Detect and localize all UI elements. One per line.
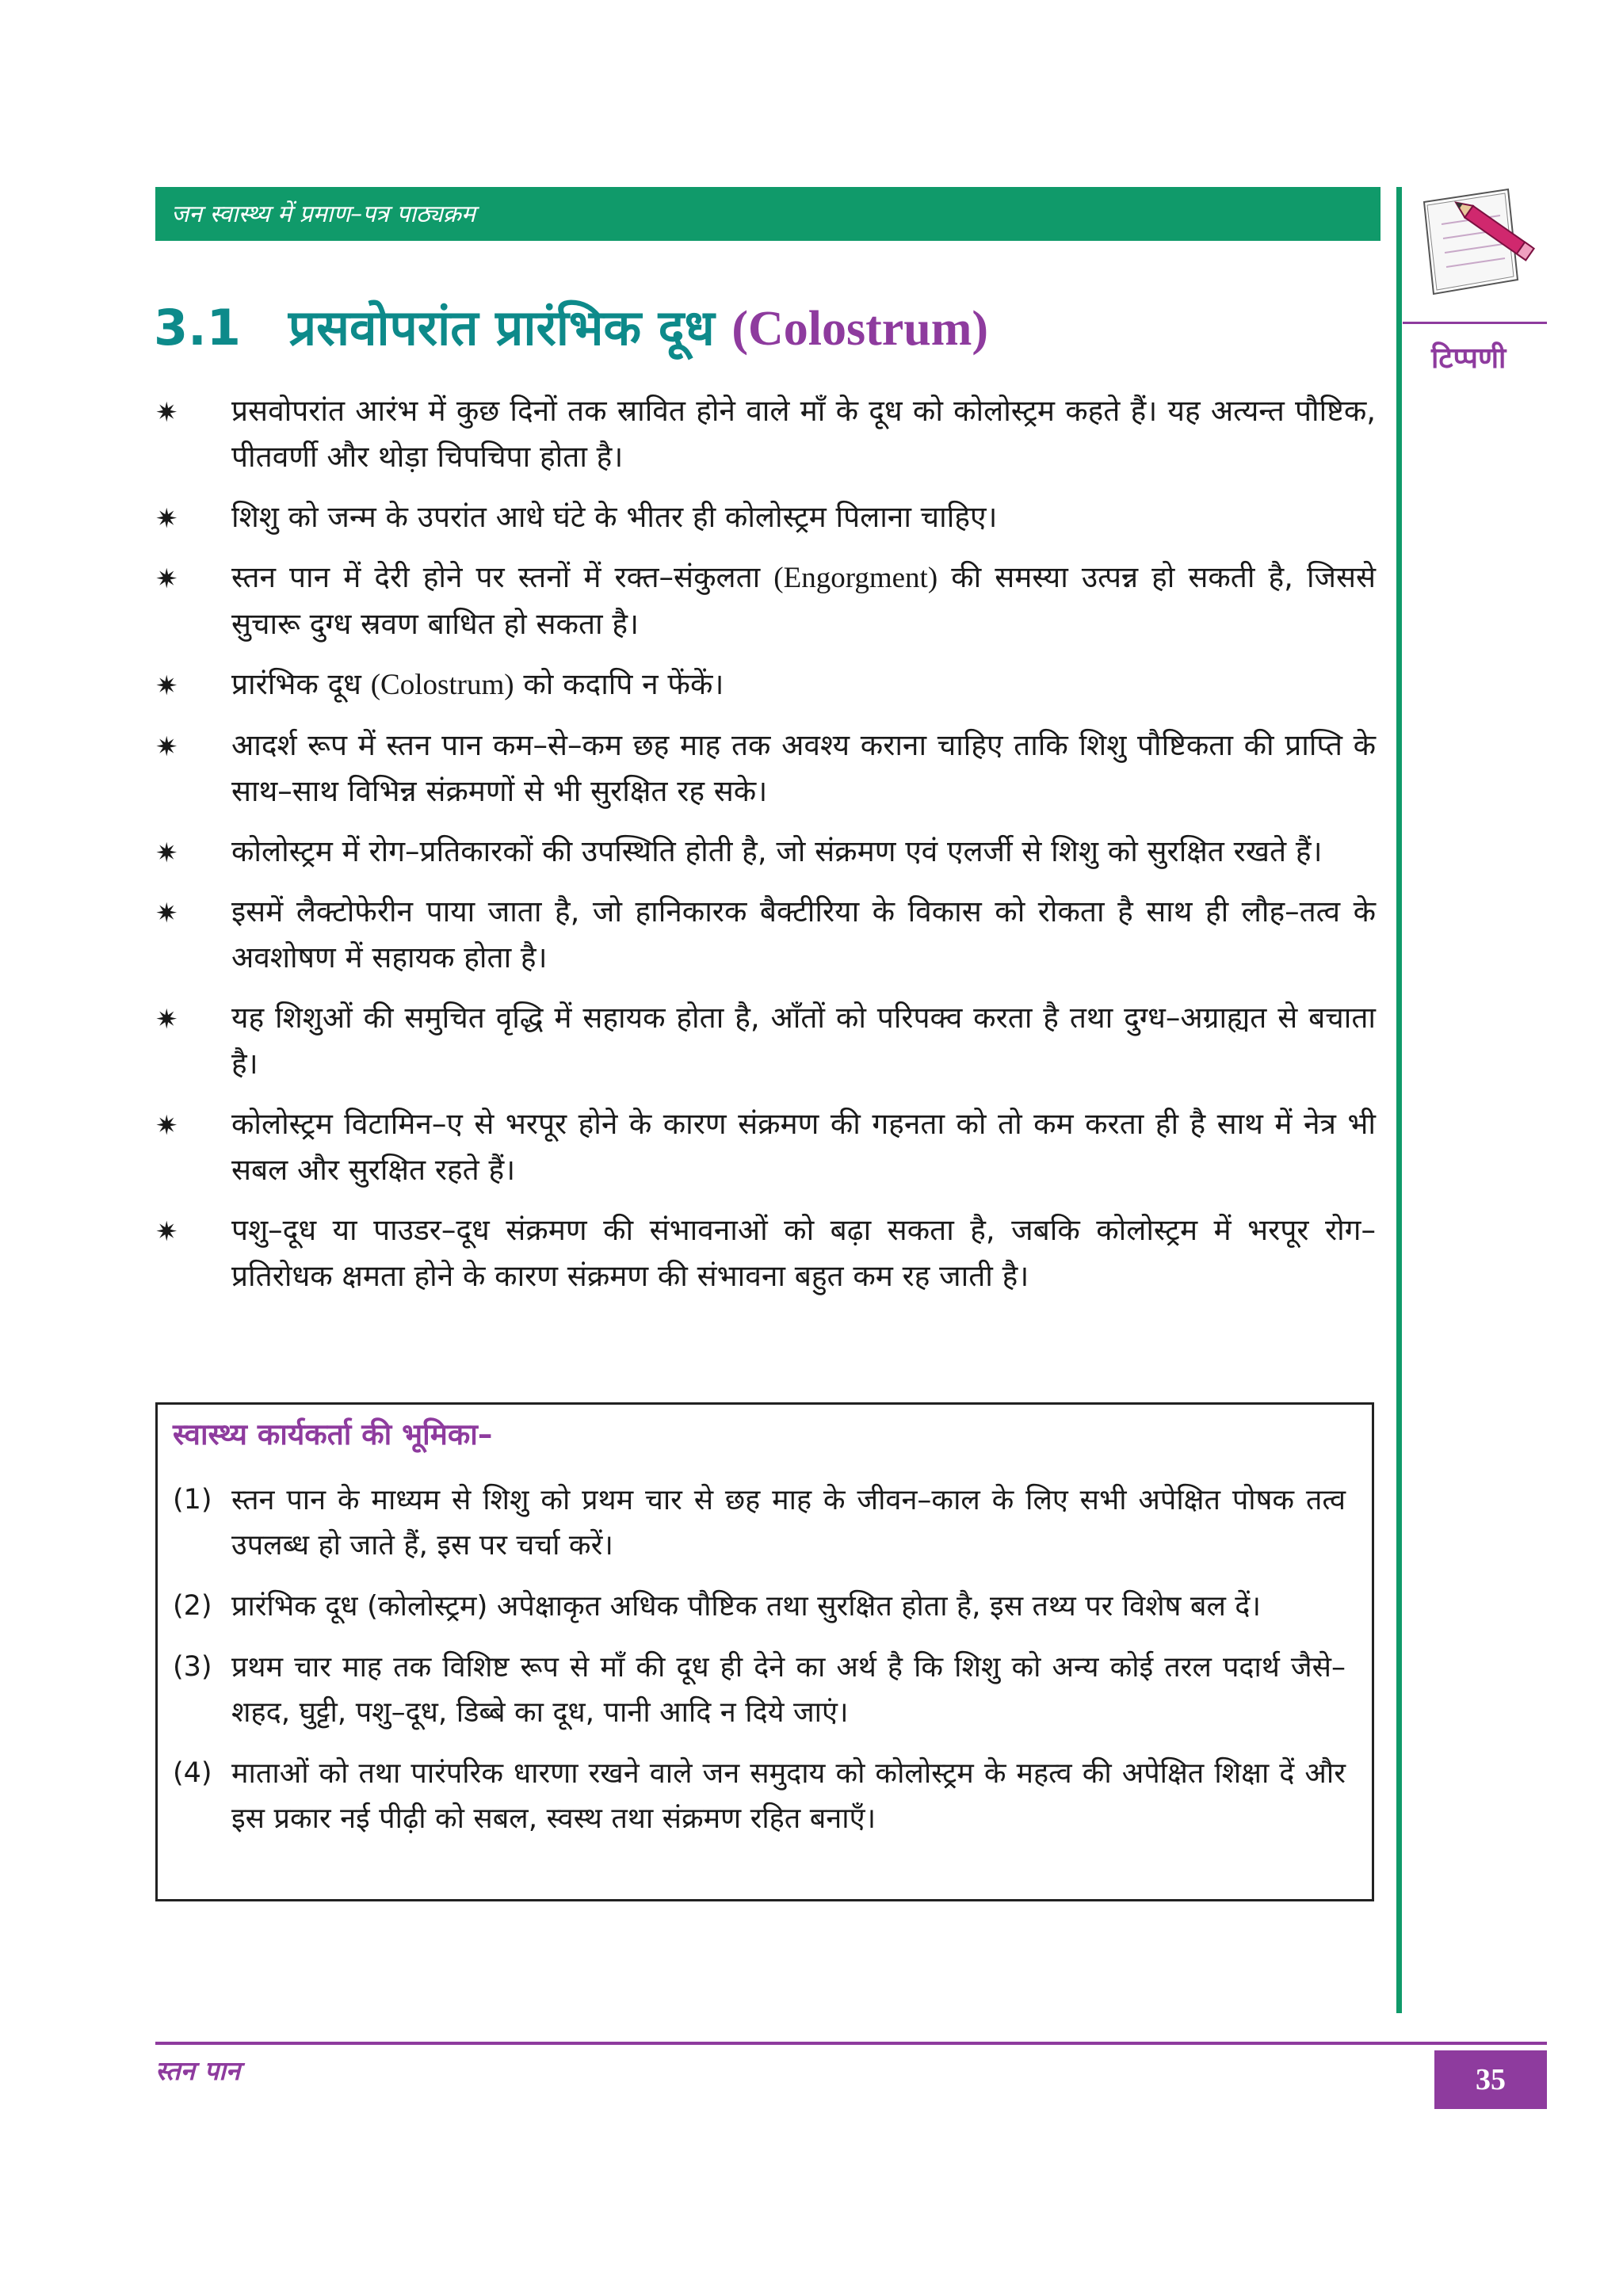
bullet-marker: ✷ [155,563,178,595]
section-title [154,293,988,360]
bullet-text: यह शिशुओं की समुचित वृद्धि में सहायक होता है, आँतों को परिपक्व करता है तथा दुग्ध–अग्राह्यत से बचाता है। [231,1001,1376,1081]
bullet-marker: ✷ [155,1004,178,1035]
list-item [155,662,1376,708]
bullet-text-post: को कदापि न फेंकें। [514,667,724,701]
item-text: स्तन पान के माध्यम से शिशु को प्रथम चार से छह माह के जीवन–काल के लिए सभी अपेक्षित पोषक तत्व उपलब्ध हो जाते हैं, इस पर चर्चा करें। [231,1484,1346,1562]
box-title: स्वास्थ्य कार्यकर्ता की भूमिका– [173,1417,493,1451]
bullet-text: कोलोस्ट्रम में रोग–प्रतिकारकों की उपस्थिति होती है, जो संक्रमण एवं एलर्जी से शिशु को सुरक्षित रखते हैं। [231,834,1323,868]
item-text: प्रारंभिक दूध (कोलोस्ट्रम) अपेक्षाकृत अधिक पौष्टिक तथा सुरक्षित होता है, इस तथ्य पर विशेष बल दें। [231,1590,1262,1623]
note-divider [1403,322,1547,324]
list-item [155,1101,1376,1193]
list-item [173,1584,1346,1629]
footer-rule [155,2042,1547,2045]
list-item [173,1751,1346,1841]
list-item [155,1207,1376,1299]
bullet-text: इसमें लैक्टोफेरीन पाया जाता है, जो हानिकारक बैक्टीरिया के विकास को रोकता है साथ ही लौह–तत्व के अवशोषण में सहायक होता है। [231,894,1376,974]
bullet-marker: ✷ [155,1216,178,1248]
item-text: माताओं को तथा पारंपरिक धारणा रखने वाले जन समुदाय को कोलोस्ट्रम के महत्व की अपेक्षित शिक्षा दें और इस प्रकार नई पीढ़ी को सबल, स्वस्थ तथा संक्रमण रहित बनाएँ। [231,1757,1346,1835]
list-item [155,494,1376,540]
list-item [155,829,1376,875]
list-item [155,388,1376,480]
bullet-text: कोलोस्ट्रम विटामिन–ए से भरपूर होने के कारण संक्रमण की गहनता को तो कम करता ही है साथ में नेत्र भी सबल और सुरक्षित रहते हैं। [231,1107,1376,1187]
list-item [155,723,1376,814]
bullet-text: प्रसवोपरांत आरंभ में कुछ दिनों तक स्रावित होने वाले माँ के दूध को कोलोस्ट्रम कहते हैं। यह अत्यन्त पौष्टिक, पीतवर्णी और थोड़ा चिपचिपा होता है। [231,394,1376,474]
list-item [155,995,1376,1087]
box-list [173,1478,1346,1857]
course-title: जन स्वास्थ्य में प्रमाण–पत्र पाठ्यक्रम [171,200,475,228]
item-number: (4) [173,1757,212,1789]
list-item [173,1645,1346,1735]
bullet-marker: ✷ [155,503,178,535]
section-number: 3.1 [154,299,241,357]
item-text: प्रथम चार माह तक विशिष्ट रूप से माँ की दूध ही देने का अर्थ है कि शिशु को अन्य कोई तरल पदार्थ जैसे–शहद, घुट्टी, पशु–दूध, डिब्बे का दूध, पानी आदि न दिये जाएं। [231,1651,1346,1729]
bullet-text: आदर्श रूप में स्तन पान कम–से–कम छह माह तक अवश्य कराना चाहिए ताकि शिशु पौष्टिकता की प्राप्ति के साथ–साथ विभिन्न संक्रमणों से भी सुरक्षित रह सके। [231,728,1376,808]
list-item [155,555,1376,647]
bullet-marker: ✷ [155,397,178,429]
notepad-pencil-icon [1407,178,1549,305]
bullet-list [155,388,1376,1314]
bullet-text-pre: प्रारंभिक दूध [231,667,371,701]
bullet-latin-term: (Colostrum) [370,669,514,701]
bullet-marker: ✷ [155,731,178,763]
page-number: 35 [1434,2050,1547,2109]
note-label: टिप्पणी [1431,342,1507,375]
footer-chapter: स्तन पान [155,2055,241,2086]
item-number: (1) [173,1484,212,1516]
margin-rule [1396,187,1402,2013]
bullet-marker: ✷ [155,1110,178,1142]
bullet-text: पशु–दूध या पाउडर–दूध संक्रमण की संभावनाओं को बढ़ा सकता है, जबकि कोलोस्ट्रम में भरपूर रोग–प्रतिरोधक क्षमता होने के कारण संक्रमण की संभावना बहुत कम रह जाती है। [231,1213,1376,1293]
bullet-text-pre: स्तन पान में देरी होने पर स्तनों में रक्त–संकुलता [231,560,774,594]
bullet-text-post: की समस्या उत्पन्न हो सकती है, जिससे सुचारू दुग्ध स्रवण बाधित हो सकता है। [231,560,1377,641]
bullet-marker: ✷ [155,837,178,869]
bullet-text: शिशु को जन्म के उपरांत आधे घंटे के भीतर ही कोलोस्ट्रम पिलाना चाहिए। [231,500,998,534]
item-number: (2) [173,1590,212,1622]
bullet-marker: ✷ [155,898,178,929]
list-item [173,1478,1346,1568]
item-number: (3) [173,1651,212,1683]
section-title-hindi: प्रसवोपरांत प्रारंभिक दूध [288,299,715,357]
list-item [155,889,1376,981]
bullet-marker: ✷ [155,670,178,702]
bullet-latin-term: (Engorgment) [773,562,938,594]
section-title-latin: (Colostrum) [731,302,989,356]
